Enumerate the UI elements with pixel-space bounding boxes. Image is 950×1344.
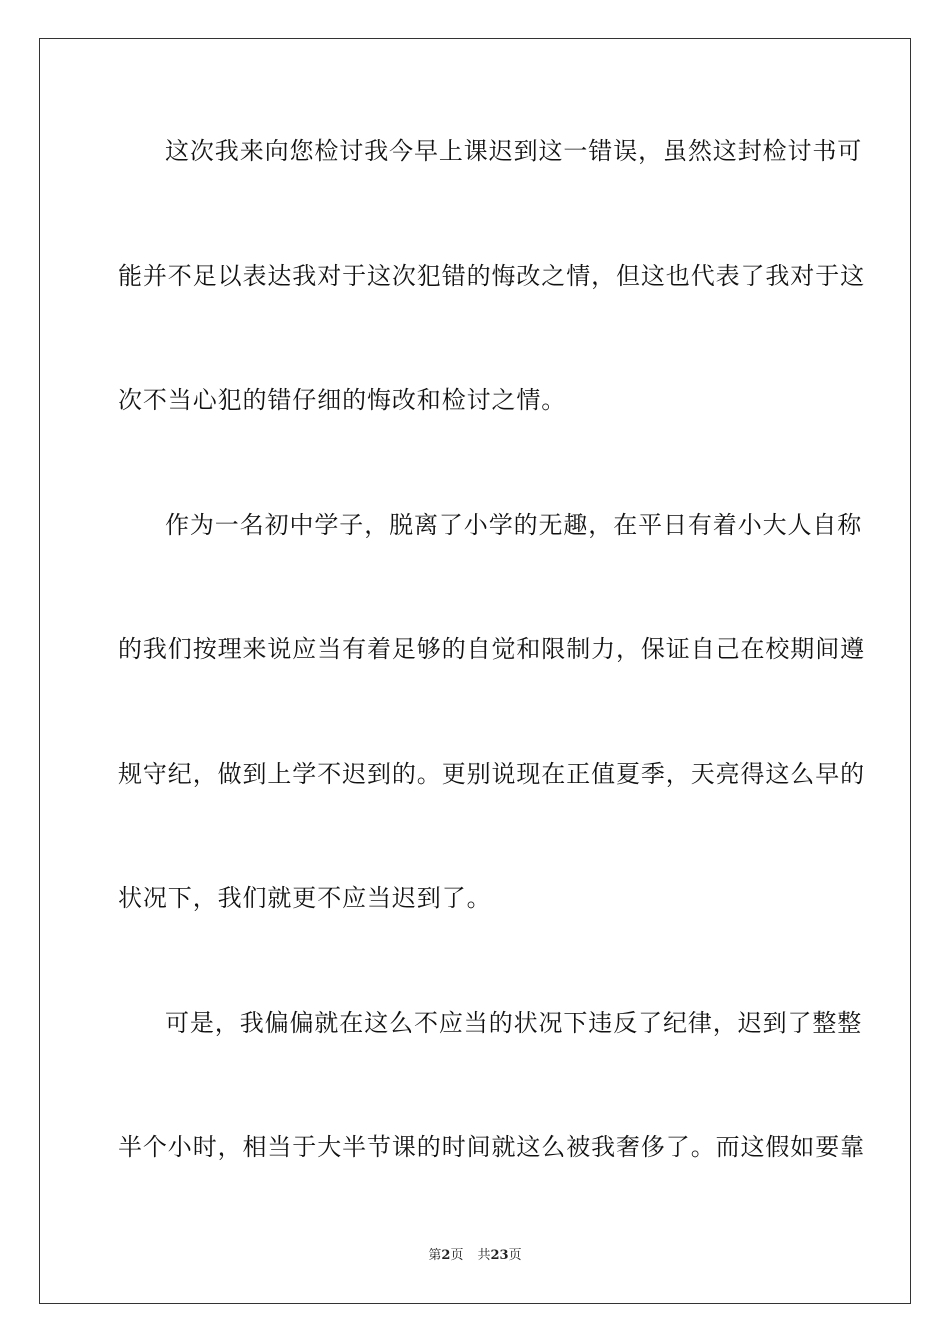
page-number: 2 [441,1248,451,1263]
page-footer [0,1248,950,1264]
total-pages: 23 [490,1248,509,1263]
paragraph-1-line-3: 次不当心犯的错仔细的悔改和检讨之情。 [118,386,567,414]
paragraph-2-line-2: 的我们按理来说应当有着足够的自觉和限制力，保证自己在校期间遵 [118,635,865,663]
paragraph-1-line-1: 这次我来向您检讨我今早上课迟到这一错误，虽然这封检讨书可 [165,137,863,165]
paragraph-2-line-1: 作为一名初中学子，脱离了小学的无趣，在平日有着小大人自称 [165,511,863,539]
page-border [39,38,911,1304]
total-suffix: 页 [508,1248,522,1263]
paragraph-1-line-2: 能并不足以表达我对于这次犯错的悔改之情，但这也代表了我对于这 [118,262,865,290]
paragraph-3-line-1: 可是，我偏偏就在这么不应当的状况下违反了纪律，迟到了整整 [165,1009,863,1037]
paragraph-2-line-3: 规守纪，做到上学不迟到的。更别说现在正值夏季，天亮得这么早的 [118,760,865,788]
paragraph-3-line-2: 半个小时，相当于大半节课的时间就这么被我奢侈了。而这假如要靠 [118,1133,865,1161]
total-prefix: 共 [477,1248,491,1263]
paragraph-2-line-4: 状况下，我们就更不应当迟到了。 [118,884,492,912]
page-suffix: 页 [450,1248,464,1263]
page-prefix: 第 [428,1248,442,1263]
